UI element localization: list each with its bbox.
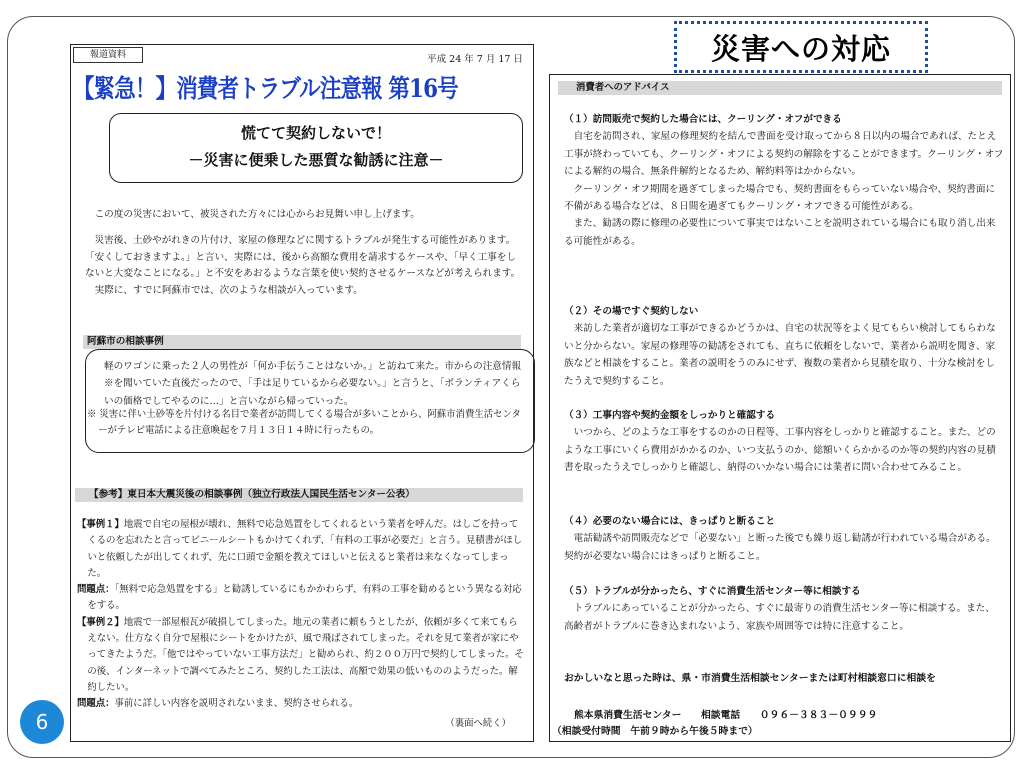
intro-paragraph: 実際に、すでに阿蘇市では、次のような相談が入っています。	[94, 284, 363, 296]
advice-item-2	[564, 303, 1004, 390]
problem-1-label: 問題点：	[77, 584, 115, 596]
aso-case-note: ※ 災害に伴い土砂等を片付ける名目で業者が訪問してくる場合が多いことから、阿蘇市消費生活センターがテレビ電話による注意喚起を７月１３日１４時に行ったもの。	[87, 409, 521, 436]
slide-title: 災害への対応	[674, 21, 928, 73]
problem-1-text: 「無料で応急処置をする」と勧誘しているにもかかわらず、有料の工事を勧めるという異なる対応をする。	[87, 584, 522, 612]
release-date: 平成 24 年 7 月 17 日	[427, 54, 523, 65]
reference-problem-2	[77, 696, 527, 712]
consult-hours: （相談受付時間 午前９時から午後５時まで）	[552, 726, 758, 737]
advice-item-text: 電話勧誘や訪問販売などで「必要ない」と断った後でも繰り返し勧誘が行われている場合がある。契約が必要ない場合にはきっぱりと断ること。	[564, 533, 996, 562]
page-number-badge: 6	[20, 700, 64, 744]
advice-item-1	[564, 111, 1004, 250]
continued-note: （裏面へ続く）	[445, 718, 511, 729]
case-2-label: 【事例２】	[77, 616, 124, 628]
reference-case-1	[77, 517, 527, 582]
aso-cases-heading: 阿蘇市の相談事例	[83, 335, 521, 349]
advice-item-4	[564, 513, 1004, 565]
consult-phone: 熊本県消費生活センター 相談電話 ０９６－３８３－０９９９	[574, 710, 878, 721]
case-2-text: 地震で一部屋根瓦が破損してしまった。地元の業者に頼もうとしたが、依頼が多くて来てもらえない。仕方なく自分で屋根にシートをかけたが、風で飛ばされてしまった。それを見て業者が家にやってきたようだ。「他ではやっていない工事方法だ」と勧められ、約２００万円で契約してしまった。その後、インターネットで調べてみたところ、契約した工法は、高額で効果の低いもののようだった。解約したい。	[87, 616, 524, 693]
advice-item-text: いつから、どのような工事をするのかの日程等、工事内容をしっかりと確認すること。また、どのような工事にいくら費用がかかるのか、いつ支払うのか、総額いくらかかるのか等の契約内容の見積書を取ったうえでしっかりと確認し、納得のいかない場合には業者に問い合わせてみること。	[564, 427, 996, 474]
intro-paragraph: この度の災害において、被災された方々には心からお見舞い申し上げます。	[94, 209, 420, 220]
advice-item-text: 自宅を訪問され、家屋の修理契約を結んで書面を受け取ってから８日以内の場合であれば、たとえ工事が終わっていても、クーリング・オフによる契約の解除をすることができます。クーリング・オフによる解約の場合、無条件解約となるため、解約料等はかからない。	[564, 131, 1004, 178]
alert-headline: 【緊急！】消費者トラブル注意報 第16号	[73, 74, 458, 103]
reference-case-2	[77, 615, 527, 696]
advice-item-title: （３）工事内容や契約金額をしっかりと確認する	[564, 410, 776, 421]
press-release-tag: 報道資料	[73, 47, 143, 63]
advice-page	[549, 74, 1011, 742]
lead-line-2: －災害に便乗した悪質な勧誘に注意－	[188, 151, 444, 169]
advice-heading: 消費者へのアドバイス	[558, 81, 1002, 95]
advice-item-text: また、勧誘の際に修理の必要性について事実ではないことを説明されている場合にも取り消し出来る可能性がある。	[564, 218, 996, 247]
problem-2-text: 事前に詳しい内容を説明されないまま、契約させられる。	[114, 698, 359, 710]
problem-2-label: 問題点：	[77, 698, 115, 710]
intro-text	[85, 207, 525, 299]
reference-problem-1	[77, 582, 527, 615]
advice-item-text: 来訪した業者が適切な工事ができるかどうかは、自宅の状況等をよく見てもらい検討してもらわないと分からない。家屋の修理等の勧誘をされても、直ちに依頼をしないで、業者から説明を聞き、家族などと相談をすること。業者の説明をうのみにせず、複数の業者から見積を取り、十分な検討をしたうえで契約すること。	[564, 323, 996, 387]
aso-case-text: 軽のワゴンに乗った２人の男性が「何か手伝うことはないか。」と訪ねて来た。市からの注意情報※を聞いていた直後だったので、「手は足りているから必要ない。」と言うと、「ボランティアくらいの価格でしてやるのに…」と言いながら帰っていった。	[104, 361, 522, 407]
advice-item-5	[564, 583, 1004, 635]
lead-line-1: 慌てて契約しないで！	[240, 124, 391, 142]
advice-item-3	[564, 407, 1004, 477]
advice-item-title: （４）必要のない場合には、きっぱりと断ること	[564, 516, 776, 527]
consult-note: おかしいなと思った時は、県・市消費生活相談センターまたは町村相談窓口に相談を	[564, 673, 936, 684]
lead-box	[109, 113, 523, 183]
press-release-page	[70, 44, 534, 742]
intro-paragraph: 災害後、土砂やがれきの片付け、家屋の修理などに関するトラブルが発生する可能性があります。「安くしておきますよ。」と言い、実際には、後から高額な費用を請求するケースや、「早く工事をしないと大変なことになる。」と不安をあおるような言葉を使い契約させるケースなどが考えられます。	[85, 235, 521, 280]
case-1-label: 【事例１】	[77, 519, 124, 530]
advice-item-title: （５）トラブルが分かったら、すぐに消費生活センター等に相談する	[564, 586, 861, 597]
advice-item-title: （２）その場ですぐ契約しない	[564, 306, 699, 317]
reference-cases	[77, 517, 527, 713]
advice-item-text: トラブルにあっていることが分かったら、すぐに最寄りの消費生活センター等に相談する。また、高齢者がトラブルに巻き込まれないよう、家族や周囲等では特に注意すること。	[564, 603, 995, 632]
advice-item-title: （１）訪問販売で契約した場合には、クーリング・オフができる	[564, 114, 842, 125]
reference-heading: 【参考】東日本大震災後の相談事例（独立行政法人国民生活センター公表）	[75, 488, 523, 502]
advice-item-text: クーリング・オフ期間を過ぎてしまった場合でも、契約書面をもらっていない場合や、契約書面に不備がある場合などは、８日間を過ぎてもクーリング・オフできる可能性がある。	[564, 183, 996, 213]
case-1-text: 地震で自宅の屋根が壊れ、無料で応急処置をしてくれるという業者を呼んだ。はしごを持ってくるのを忘れたと言ってビニールシートもかけてくれず、「有料の工事が必要だ」と言う。見積書がほしいと依頼したが出してくれず、先に口頭で金額を教えてほしいと伝えると業者は来なくなってしまった。	[87, 519, 523, 579]
